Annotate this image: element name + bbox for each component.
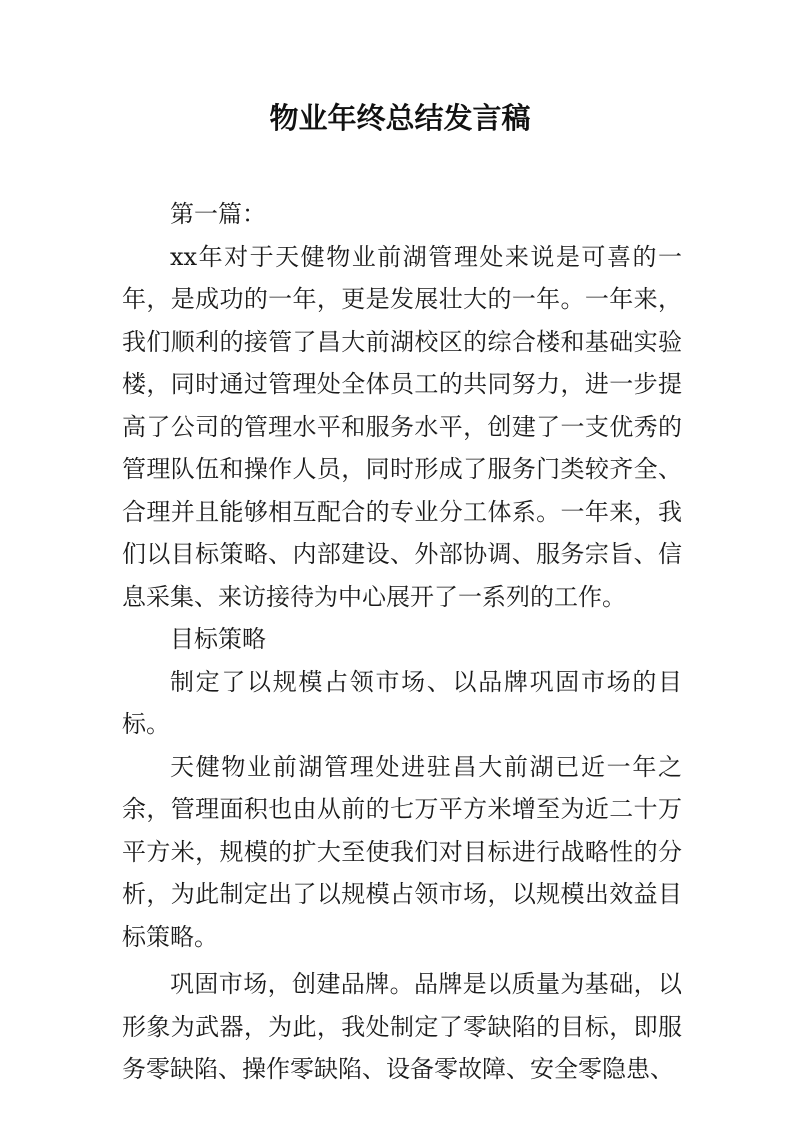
paragraph-scale: 天健物业前湖管理处进驻昌大前湖已近一年之余，管理面积也由从前的七万平方米增至为近二十万平方米，规模的扩大至使我们对目标进行战略性的分析，为此制定出了以规模占领市场，以规模出效益目标策略。 xyxy=(122,752,682,951)
document-body xyxy=(122,193,682,1091)
section-heading-goal-strategy: 目标策略 xyxy=(170,625,266,653)
paragraph-overview: xx年对于天健物业前湖管理处来说是可喜的一年，是成功的一年，更是发展壮大的一年。一年来，我们顺利的接管了昌大前湖校区的综合楼和基础实验楼，同时通过管理处全体员工的共同努力，进一步提高了公司的管理水平和服务水平，创建了一支优秀的管理队伍和操作人员，同时形成了服务门类较齐全、合理并且能够相互配合的专业分工体系。一年来，我们以目标策略、内部建设、外部协调、服务宗旨、信息采集、来访接待为中心展开了一系列的工作。 xyxy=(122,242,682,611)
paragraph-brand: 巩固市场，创建品牌。品牌是以质量为基础，以形象为武器，为此，我处制定了零缺陷的目标，即服务零缺陷、操作零缺陷、设备零故障、安全零隐患、 xyxy=(122,970,682,1083)
section-heading-first: 第一篇： xyxy=(170,200,266,228)
document-title: 物业年终总结发言稿 xyxy=(269,101,531,135)
paragraph-goal: 制定了以规模占领市场、以品牌巩固市场的目标。 xyxy=(122,667,682,738)
